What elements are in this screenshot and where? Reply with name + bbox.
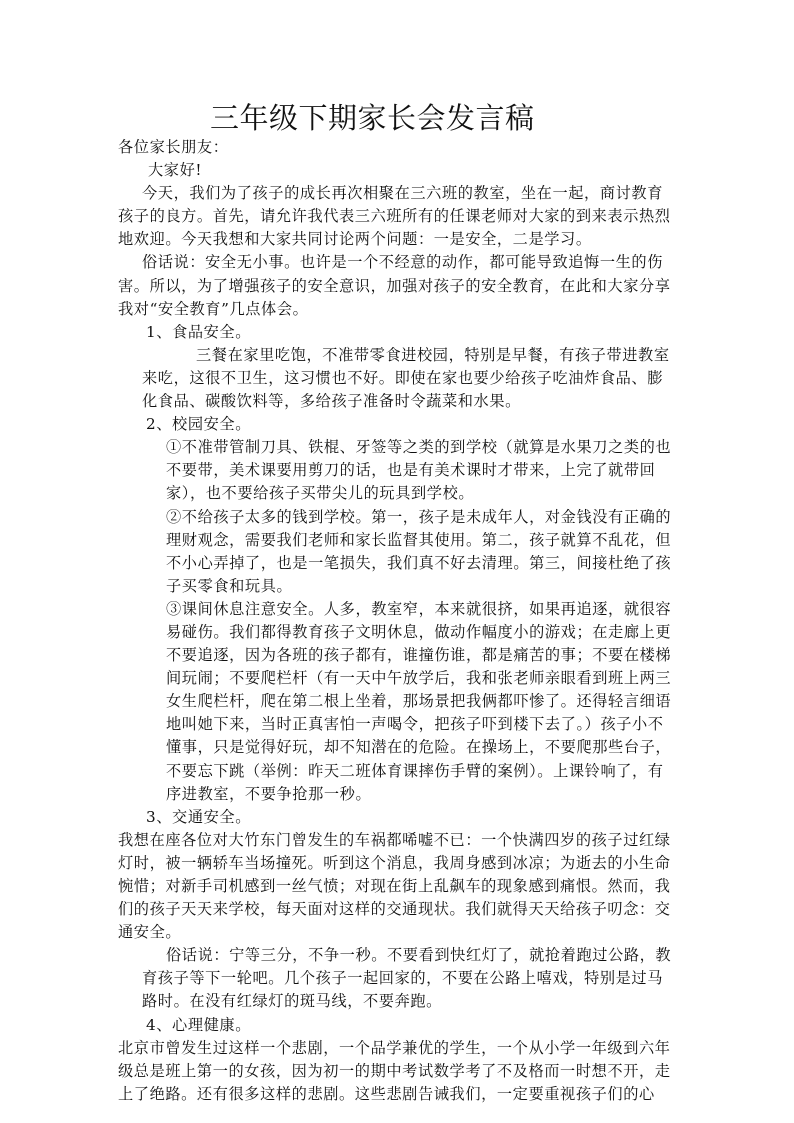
list-item-campus-3: ③课间休息注意安全。人多，教室窄，本来就很挤，如果再追逐，就很容易碰伤。我们都得教育孩子文明休息，做动作幅度小的游戏；在走廊上更不要追逐，因为各班的孩子都有，谁撞伤谁，都是痛苦的事；不要在楼梯间玩闹；不要爬栏杆（有一天中午放学后，我和张老师亲眼看到班上两三女生爬栏杆，爬在第二根上坐着，那场景把我俩都吓惨了。还得轻言细语地叫她下来，当时正真害怕一声喝令，把孩子吓到楼下去了。）孩子小不懂事，只是觉得好玩，却不知潜在的危险。在操场上，不要爬那些台子，不要忘下跳（举例：昨天二班体育课摔伤手臂的案例）。上课铃响了，有序进教室，不要争抢那一秒。 xyxy=(166,599,672,803)
section-heading-mental-health: 4、心理健康。 xyxy=(146,1015,251,1034)
section-heading-traffic-safety: 3、交通安全。 xyxy=(146,807,251,826)
greeting: 大家好! xyxy=(148,161,203,180)
list-item-campus-2: ②不给孩子太多的钱到学校。第一，孩子是未成年人，对金钱没有正确的理财观念，需要我们老师和家长监督其使用。第二，孩子就算不乱花，但不小心弄掉了，也是一笔损失，我们真不好去清理。第三，间接杜绝了孩子买零食和玩具。 xyxy=(166,507,672,595)
paragraph-proverb-safety: 俗话说：安全无小事。也许是一个不经意的动作，都可能导致追悔一生的伤害。所以，为了增强孩子的安全意识，加强对孩子的安全教育，在此和大家分享我对“安全教育”几点体会。 xyxy=(118,253,671,318)
section-heading-food-safety: 1、食品安全。 xyxy=(146,322,251,341)
paragraph-mental-health: 北京市曾发生过这样一个悲剧，一个品学兼优的学生，一个从小学一年级到六年级总是班上第一的女孩，因为初一的期中考试数学考了不及格而一时想不开，走上了绝路。还有很多这样的悲剧。这些悲剧告诫我们，一定要重视孩子们的心 xyxy=(118,1038,671,1103)
document-title: 三年级下期家长会发言稿 xyxy=(210,101,535,135)
paragraph-traffic-safety: 我想在座各位对大竹东门曾发生的车祸都唏嘘不已：一个快满四岁的孩子过红绿灯时，被一辆轿车当场撞死。听到这个消息，我周身感到冰凉；为逝去的小生命惋惜；对新手司机感到一丝气愤；对现在街上乱飙车的现象感到痛恨。然而，我们的孩子天天来学校，每天面对这样的交通现状。我们就得天天给孩子叨念：交通安全。 xyxy=(118,830,671,942)
paragraph-proverb-traffic: 俗话说：宁等三分，不争一秒。不要看到快红灯了，就抢着跑过公路，教育孩子等下一轮吧。几个孩子一起回家的，不要在公路上嘻戏，特别是过马路时。在没有红绿灯的斑马线，不要奔跑。 xyxy=(142,946,672,1011)
salutation: 各位家长朋友： xyxy=(118,138,229,156)
paragraph-intro: 今天，我们为了孩子的成长再次相聚在三六班的教室，坐在一起，商讨教育孩子的良方。首先，请允许我代表三六班所有的任课老师对大家的到来表示热烈地欢迎。今天我想和大家共同讨论两个问题：一是安全，二是学习。 xyxy=(118,184,671,249)
list-item-campus-1: ①不准带管制刀具、铁棍、牙签等之类的到学校（就算是水果刀之类的也不要带，美术课要用剪刀的话，也是有美术课时才带来，上完了就带回家），也不要给孩子买带尖儿的玩具到学校。 xyxy=(166,438,672,503)
paragraph-food-safety: 三餐在家里吃饱，不准带零食进校园，特别是早餐，有孩子带进教室来吃，这很不卫生，这习惯也不好。即使在家也要少给孩子吃油炸食品、膨化食品、碳酸饮料等，多给孩子准备时令蔬菜和水果。 xyxy=(142,345,670,411)
section-heading-campus-safety: 2、校园安全。 xyxy=(146,415,251,434)
document-body xyxy=(118,136,678,1106)
